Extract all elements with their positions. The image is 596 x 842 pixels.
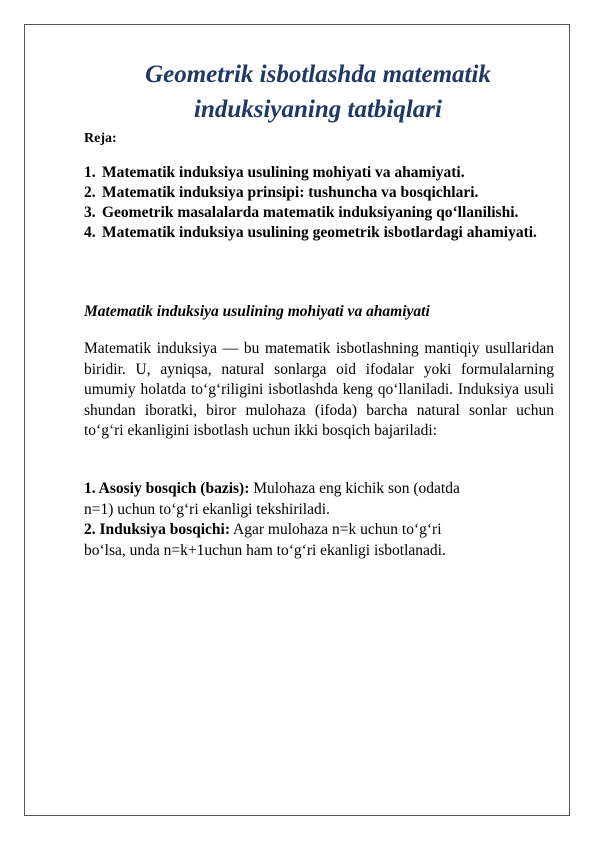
step-text-line-1: Mulohaza eng kichik son (odatda	[249, 480, 460, 497]
plan-item-text: Matematik induksiya prinsipi: tushuncha va bosqichlari.	[102, 184, 479, 201]
step-text-line-1: Agar mulohaza n=k uchun to‘g‘ri	[230, 521, 442, 538]
plan-list	[84, 163, 554, 243]
plan-item	[84, 203, 554, 223]
page-title	[80, 57, 556, 127]
plan-item-text: Matematik induksiya usulining mohiyati va ahamiyati.	[102, 164, 465, 181]
step-basis	[84, 479, 534, 520]
plan-item	[84, 223, 554, 243]
plan-item	[84, 183, 554, 203]
title-line-2: induksiyaning tatbiqlari	[194, 96, 442, 123]
step-induction	[84, 520, 534, 561]
step-text-line-2: bo‘lsa, unda n=k+1uchun ham to‘g‘ri ekanligi isbotlanadi.	[84, 541, 446, 559]
body-paragraph: Matematik induksiya — bu matematik isbotlashning mantiqiy usullaridan biridir. U, ayniqsa, natural sonlarga oid ifodalar yoki formulalarning umumiy holatda to‘g‘riligini isbotlashda keng qo‘llaniladi. Induksiya usuli shundan iboratki, biror mulohaza (ifoda) barcha natural sonlar uchun to‘g‘ri ekanligini isbotlash uchun ikki bosqich bajariladi:	[84, 340, 554, 439]
plan-item-number: 1.	[84, 164, 96, 181]
plan-item-number: 2.	[84, 184, 96, 201]
title-line-1: Geometrik isbotlashda matematik	[145, 61, 491, 88]
step-text-line-2: n=1) uchun to‘g‘ri ekanligi tekshiriladi.	[84, 500, 330, 518]
section-heading: Matematik induksiya usulining mohiyati va ahamiyati	[84, 303, 430, 320]
step-label: 1. Asosiy bosqich (bazis):	[84, 480, 250, 497]
plan-label: Reja:	[84, 131, 117, 146]
plan-item-number: 3.	[84, 204, 96, 221]
step-label: 2. Induksiya bosqichi:	[84, 521, 231, 538]
plan-item	[84, 163, 554, 183]
plan-item-number: 4.	[84, 224, 96, 241]
plan-item-text: Geometrik masalalarda matematik induksiyaning qo‘llanilishi.	[102, 204, 519, 221]
induction-steps	[84, 479, 534, 561]
plan-item-text: Matematik induksiya usulining geometrik isbotlardagi ahamiyati.	[102, 224, 537, 241]
